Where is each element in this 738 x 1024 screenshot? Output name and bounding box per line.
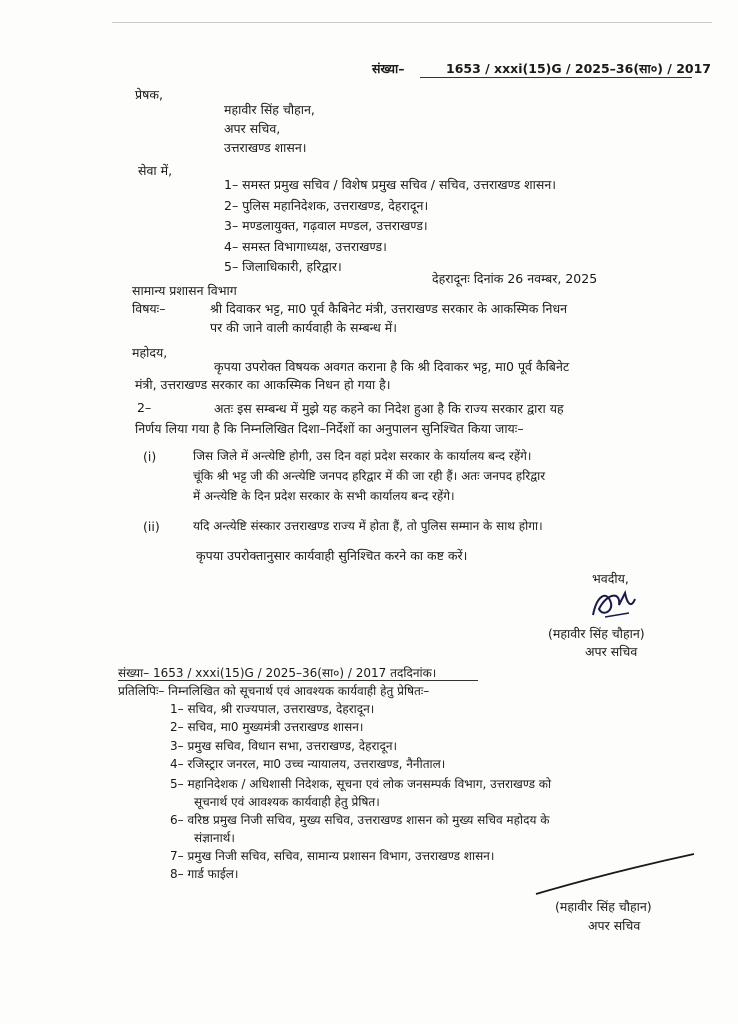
point-line: में अन्त्येष्टि के दिन प्रदेश सरकार के सभी कार्यालय बन्द रहेंगे। bbox=[193, 489, 455, 503]
ref-number: 1653 / xxxi(15)G / 2025–36(सा०) / 2017 bbox=[446, 61, 711, 76]
point-number: (ii) bbox=[143, 519, 160, 534]
para2-line: निर्णय लिया गया है कि निम्नलिखित दिशा–निर्देशों का अनुपालन सुनिश्चित किया जायः– bbox=[135, 421, 524, 436]
sender-office: उत्तराखण्ड शासन। bbox=[224, 140, 307, 155]
recipient-item: 2– पुलिस महानिदेशक, उत्तराखण्ड, देहरादून। bbox=[224, 198, 429, 213]
top-divider bbox=[112, 22, 712, 23]
point-line: जिस जिले में अन्त्येष्टि होगी, उस दिन वहां प्रदेश सरकार के कार्यालय बन्द रहेंगे। bbox=[193, 449, 532, 463]
copy-item: 2– सचिव, मा0 मुख्यमंत्री उत्तराखण्ड शासन। bbox=[170, 720, 364, 734]
signatory-designation: अपर सचिव bbox=[585, 644, 638, 659]
signatory-name: (महावीर सिंह चौहान) bbox=[548, 626, 645, 641]
copy-item: 1– सचिव, श्री राज्यपाल, उत्तराखण्ड, देहरादून। bbox=[170, 702, 375, 716]
recipient-item: 4– समस्त विभागाध्यक्ष, उत्तराखण्ड। bbox=[224, 239, 387, 254]
signatory-designation: अपर सचिव bbox=[588, 918, 641, 933]
para1-line: मंत्री, उत्तराखण्ड सरकार का आकस्मिक निधन हो गया है। bbox=[135, 377, 391, 392]
copy-item: 4– रजिस्ट्रार जनरल, मा0 उच्च न्यायालय, उत्तराखण्ड, नैनीताल। bbox=[170, 757, 446, 771]
point-number: (i) bbox=[143, 449, 157, 464]
recipient-item: 1– समस्त प्रमुख सचिव / विशेष प्रमुख सचिव / सचिव, उत्तराखण्ड शासन। bbox=[224, 177, 557, 192]
para2-line: अतः इस सम्बन्ध में मुझे यह कहने का निदेश हुआ है कि राज्य सरकार द्वारा यह bbox=[214, 401, 564, 416]
subject-line: पर की जाने वाली कार्यवाही के सम्बन्ध में। bbox=[210, 320, 397, 335]
sender-label: प्रेषक, bbox=[135, 87, 163, 102]
copy-label: प्रतिलिपिः– निम्नलिखित को सूचनार्थ एवं आवश्यक कार्यवाही हेतु प्रेषितः– bbox=[118, 684, 430, 698]
yours-faithfully: भवदीय, bbox=[592, 571, 629, 586]
sender-designation: अपर सचिव, bbox=[224, 121, 281, 136]
copy-item: 7– प्रमुख निजी सचिव, सचिव, सामान्य प्रशासन विभाग, उत्तराखण्ड शासन। bbox=[170, 849, 495, 863]
recipients-label: सेवा में, bbox=[138, 163, 173, 178]
ref-underline bbox=[420, 77, 692, 78]
place-date: देहरादूनः दिनांक 26 नवम्बर, 2025 bbox=[432, 271, 598, 286]
sender-name: महावीर सिंह चौहान, bbox=[224, 102, 315, 117]
salutation: महोदय, bbox=[132, 345, 168, 360]
copy-item-continuation: संज्ञानार्थ। bbox=[194, 831, 235, 845]
signature-mark bbox=[585, 585, 645, 625]
subject-line: श्री दिवाकर भट्ट, मा0 पूर्व कैबिनेट मंत्री, उत्तराखण्ड सरकार के आकस्मिक निधन bbox=[210, 301, 568, 316]
point-line: यदि अन्त्येष्टि संस्कार उत्तराखण्ड राज्य में होता हैं, तो पुलिस सम्मान के साथ होगा। bbox=[193, 519, 543, 533]
para1-line: कृपया उपरोक्त विषयक अवगत कराना है कि श्री दिवाकर भट्ट, मा0 पूर्व कैबिनेट bbox=[214, 359, 570, 374]
copy-ref-line: संख्या– 1653 / xxxi(15)G / 2025–36(सा०) / 2017 तददिनांक। bbox=[118, 666, 437, 680]
signatory-name: (महावीर सिंह चौहान) bbox=[555, 899, 652, 914]
copy-item: 8– गार्ड फाईल। bbox=[170, 867, 239, 881]
copy-item-continuation: सूचनार्थ एवं आवश्यक कार्यवाही हेतु प्रेषित। bbox=[194, 795, 380, 809]
ref-label: संख्या– bbox=[372, 61, 405, 76]
copy-item: 3– प्रमुख सचिव, विधान सभा, उत्तराखण्ड, देहरादून। bbox=[170, 739, 398, 753]
subject-label: विषयः– bbox=[132, 301, 166, 316]
recipient-item: 5– जिलाधिकारी, हरिद्वार। bbox=[224, 259, 342, 274]
copy-item: 6– वरिष्ठ प्रमुख निजी सचिव, मुख्य सचिव, उत्तराखण्ड शासन को मुख्य सचिव महोदय के bbox=[170, 813, 550, 827]
copy-ref-underline bbox=[118, 680, 478, 681]
department: सामान्य प्रशासन विभाग bbox=[132, 283, 237, 298]
point-line: चूंकि श्री भट्ट जी की अन्त्येष्टि जनपद हरिद्वार में की जा रही हैं। अतः जनपद हरिद्वार bbox=[193, 469, 546, 483]
signature-mark bbox=[530, 850, 700, 900]
recipient-item: 3– मण्डलायुक्त, गढ़वाल मण्डल, उत्तराखण्ड। bbox=[224, 218, 428, 233]
copy-item: 5– महानिदेशक / अधिशासी निदेशक, सूचना एवं लोक जनसम्पर्क विभाग, उत्तराखण्ड को bbox=[170, 777, 552, 791]
closing-request: कृपया उपरोक्तानुसार कार्यवाही सुनिश्चित करने का कष्ट करें। bbox=[196, 548, 468, 563]
para2-number: 2– bbox=[137, 400, 152, 415]
